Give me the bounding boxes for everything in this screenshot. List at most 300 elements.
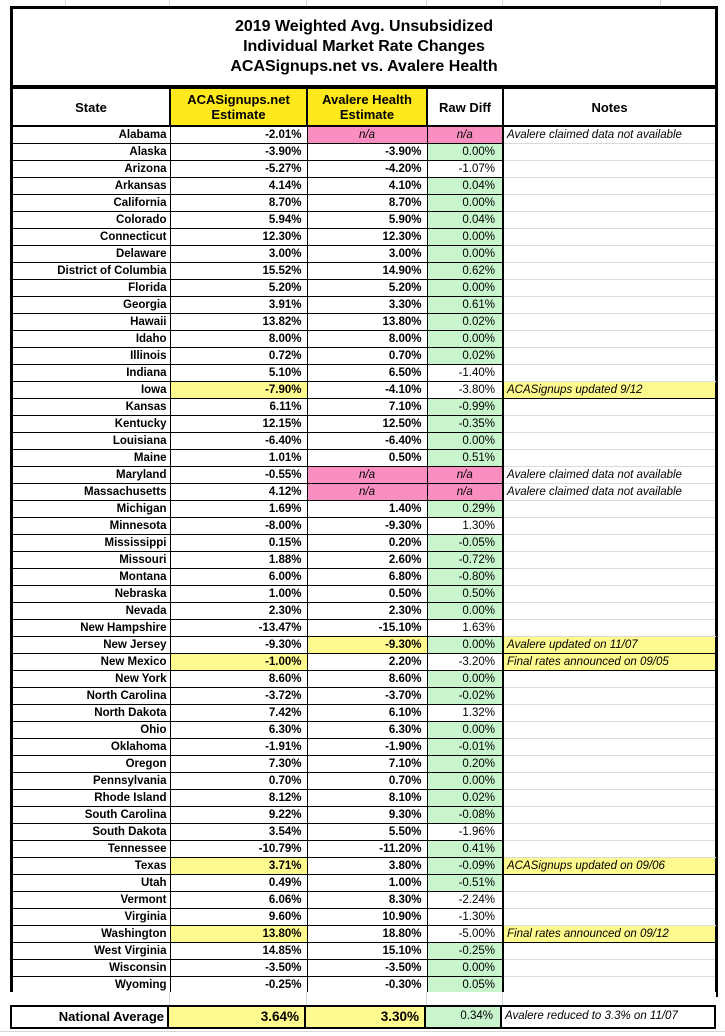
raw-diff-cell[interactable]: 0.00% <box>427 246 503 263</box>
note-cell[interactable]: Avalere updated on 11/07 <box>503 637 715 654</box>
avalere-estimate-cell[interactable]: 1.40% <box>307 501 427 518</box>
table-row <box>13 739 715 756</box>
raw-diff-cell[interactable]: 0.02% <box>427 348 503 365</box>
note-cell[interactable] <box>503 552 715 569</box>
gridline <box>426 992 427 1005</box>
state-cell[interactable]: Idaho <box>13 331 170 348</box>
raw-diff-cell[interactable]: -5.00% <box>427 926 503 943</box>
state-cell[interactable]: Missouri <box>13 552 170 569</box>
raw-diff-cell[interactable]: -0.35% <box>427 416 503 433</box>
acasignups-estimate-cell[interactable]: 5.20% <box>170 280 307 297</box>
avalere-estimate-cell[interactable]: 3.30% <box>307 297 427 314</box>
avalere-estimate-cell[interactable]: 14.90% <box>307 263 427 280</box>
acasignups-estimate-cell[interactable]: -9.30% <box>170 637 307 654</box>
national-average-raw-diff[interactable]: 0.34% <box>426 1007 502 1027</box>
state-cell[interactable]: Hawaii <box>13 314 170 331</box>
table-row <box>13 875 715 892</box>
note-cell[interactable] <box>503 790 715 807</box>
raw-diff-cell[interactable]: 0.04% <box>427 178 503 195</box>
note-cell[interactable] <box>503 246 715 263</box>
raw-diff-cell[interactable]: 0.00% <box>427 280 503 297</box>
state-cell[interactable]: Tennessee <box>13 841 170 858</box>
table-row <box>13 977 715 994</box>
acasignups-estimate-cell[interactable]: 0.49% <box>170 875 307 892</box>
acasignups-estimate-cell[interactable]: -6.40% <box>170 433 307 450</box>
national-average-note[interactable]: Avalere reduced to 3.3% on 11/07 <box>505 1010 678 1022</box>
state-cell[interactable]: Arkansas <box>13 178 170 195</box>
acasignups-estimate-cell[interactable]: 6.06% <box>170 892 307 909</box>
raw-diff-cell[interactable]: 0.41% <box>427 841 503 858</box>
note-cell[interactable] <box>503 331 715 348</box>
raw-diff-cell[interactable]: 1.63% <box>427 620 503 637</box>
state-cell[interactable]: Minnesota <box>13 518 170 535</box>
state-cell[interactable]: Ohio <box>13 722 170 739</box>
avalere-estimate-cell[interactable]: 5.20% <box>307 280 427 297</box>
national-average-label[interactable]: National Average <box>12 1007 169 1027</box>
table-row <box>13 263 715 280</box>
note-cell[interactable]: Avalere claimed data not available <box>503 484 715 501</box>
note-cell[interactable] <box>503 535 715 552</box>
raw-diff-cell[interactable]: 1.30% <box>427 518 503 535</box>
acasignups-estimate-cell[interactable]: 3.71% <box>170 858 307 875</box>
acasignups-estimate-cell[interactable]: 5.10% <box>170 365 307 382</box>
avalere-estimate-cell[interactable]: -4.10% <box>307 382 427 399</box>
acasignups-estimate-cell[interactable]: 0.72% <box>170 348 307 365</box>
state-cell[interactable]: Wyoming <box>13 977 170 994</box>
rates-table <box>13 87 716 994</box>
raw-diff-cell[interactable]: 0.00% <box>427 603 503 620</box>
table-row <box>13 501 715 518</box>
acasignups-estimate-cell[interactable]: 7.30% <box>170 756 307 773</box>
raw-diff-cell[interactable]: -0.08% <box>427 807 503 824</box>
note-cell[interactable] <box>503 144 715 161</box>
raw-diff-cell[interactable]: 0.00% <box>427 195 503 212</box>
note-cell[interactable] <box>503 416 715 433</box>
note-cell[interactable] <box>503 620 715 637</box>
note-cell[interactable]: ACASignups updated on 09/06 <box>503 858 715 875</box>
acasignups-estimate-cell[interactable]: 14.85% <box>170 943 307 960</box>
avalere-estimate-cell[interactable]: -9.30% <box>307 518 427 535</box>
note-cell[interactable] <box>503 586 715 603</box>
state-cell[interactable]: Oregon <box>13 756 170 773</box>
table-row <box>13 280 715 297</box>
avalere-estimate-cell[interactable]: 3.00% <box>307 246 427 263</box>
raw-diff-cell[interactable]: 0.00% <box>427 229 503 246</box>
raw-diff-cell[interactable]: n/a <box>427 126 503 144</box>
avalere-estimate-cell[interactable]: 0.70% <box>307 348 427 365</box>
note-cell[interactable]: Final rates announced on 09/12 <box>503 926 715 943</box>
acasignups-estimate-cell[interactable]: 8.12% <box>170 790 307 807</box>
avalere-estimate-cell[interactable]: 7.10% <box>307 756 427 773</box>
acasignups-estimate-cell[interactable]: 8.60% <box>170 671 307 688</box>
avalere-estimate-cell[interactable]: 12.50% <box>307 416 427 433</box>
raw-diff-cell[interactable]: 0.00% <box>427 960 503 977</box>
avalere-estimate-cell[interactable]: 8.70% <box>307 195 427 212</box>
note-cell[interactable] <box>503 705 715 722</box>
table-row <box>13 960 715 977</box>
avalere-estimate-cell[interactable]: 6.10% <box>307 705 427 722</box>
table-row <box>13 807 715 824</box>
raw-diff-cell[interactable]: -0.99% <box>427 399 503 416</box>
acasignups-estimate-cell[interactable]: 7.42% <box>170 705 307 722</box>
note-cell[interactable] <box>503 909 715 926</box>
raw-diff-cell[interactable]: 0.51% <box>427 450 503 467</box>
raw-diff-cell[interactable]: -3.20% <box>427 654 503 671</box>
avalere-estimate-cell[interactable]: n/a <box>307 467 427 484</box>
table-row <box>13 637 715 654</box>
table-row <box>13 841 715 858</box>
note-cell[interactable] <box>503 569 715 586</box>
note-cell[interactable] <box>503 178 715 195</box>
avalere-estimate-cell[interactable]: -1.90% <box>307 739 427 756</box>
raw-diff-cell[interactable]: 0.00% <box>427 773 503 790</box>
raw-diff-cell[interactable]: 0.00% <box>427 722 503 739</box>
note-cell[interactable]: ACASignups updated 9/12 <box>503 382 715 399</box>
column-header-raw-diff[interactable]: Raw Diff <box>427 88 503 126</box>
acasignups-estimate-cell[interactable]: 12.15% <box>170 416 307 433</box>
raw-diff-cell[interactable]: -1.96% <box>427 824 503 841</box>
state-cell[interactable]: Kansas <box>13 399 170 416</box>
raw-diff-cell[interactable]: 0.04% <box>427 212 503 229</box>
raw-diff-cell[interactable]: 0.00% <box>427 637 503 654</box>
note-cell[interactable] <box>503 943 715 960</box>
avalere-estimate-cell[interactable]: 6.50% <box>307 365 427 382</box>
raw-diff-cell[interactable]: -0.72% <box>427 552 503 569</box>
note-cell[interactable] <box>503 518 715 535</box>
acasignups-estimate-cell[interactable]: 15.52% <box>170 263 307 280</box>
raw-diff-cell[interactable]: -0.02% <box>427 688 503 705</box>
raw-diff-cell[interactable]: -1.30% <box>427 909 503 926</box>
note-cell[interactable] <box>503 433 715 450</box>
note-cell[interactable] <box>503 722 715 739</box>
raw-diff-cell[interactable]: 0.50% <box>427 586 503 603</box>
table-row <box>13 824 715 841</box>
avalere-estimate-cell[interactable]: -3.90% <box>307 144 427 161</box>
avalere-estimate-cell[interactable]: 5.50% <box>307 824 427 841</box>
state-cell[interactable]: Wisconsin <box>13 960 170 977</box>
note-cell[interactable] <box>503 297 715 314</box>
raw-diff-cell[interactable]: 0.62% <box>427 263 503 280</box>
gridline <box>0 1031 725 1032</box>
raw-diff-cell[interactable]: -1.07% <box>427 161 503 178</box>
avalere-estimate-cell[interactable]: 3.80% <box>307 858 427 875</box>
state-cell[interactable]: Indiana <box>13 365 170 382</box>
state-cell[interactable]: District of Columbia <box>13 263 170 280</box>
table-header <box>13 88 715 126</box>
note-cell[interactable] <box>503 841 715 858</box>
national-average-avalere-estimate[interactable]: 3.30% <box>306 1007 426 1027</box>
acasignups-estimate-cell[interactable]: -7.90% <box>170 382 307 399</box>
acasignups-estimate-cell[interactable]: 6.11% <box>170 399 307 416</box>
note-cell[interactable] <box>503 892 715 909</box>
acasignups-estimate-cell[interactable]: 4.14% <box>170 178 307 195</box>
note-cell[interactable]: Final rates announced on 09/05 <box>503 654 715 671</box>
state-cell[interactable]: Vermont <box>13 892 170 909</box>
state-cell[interactable]: New York <box>13 671 170 688</box>
avalere-estimate-cell[interactable]: -15.10% <box>307 620 427 637</box>
table-row <box>13 144 715 161</box>
note-cell[interactable] <box>503 501 715 518</box>
acasignups-estimate-cell[interactable]: 1.01% <box>170 450 307 467</box>
column-header-avalere-estimate[interactable]: Avalere Health Estimate <box>307 88 427 126</box>
table-row <box>13 790 715 807</box>
acasignups-estimate-cell[interactable]: 13.80% <box>170 926 307 943</box>
acasignups-estimate-cell[interactable]: 12.30% <box>170 229 307 246</box>
state-cell[interactable]: Delaware <box>13 246 170 263</box>
note-cell[interactable] <box>503 756 715 773</box>
note-cell[interactable] <box>503 161 715 178</box>
avalere-estimate-cell[interactable]: 12.30% <box>307 229 427 246</box>
state-cell[interactable]: North Dakota <box>13 705 170 722</box>
raw-diff-cell[interactable]: n/a <box>427 467 503 484</box>
table-row <box>13 161 715 178</box>
acasignups-estimate-cell[interactable]: 1.88% <box>170 552 307 569</box>
gridline <box>502 992 503 1005</box>
raw-diff-cell[interactable]: 0.00% <box>427 144 503 161</box>
state-cell[interactable]: Illinois <box>13 348 170 365</box>
state-cell[interactable]: Connecticut <box>13 229 170 246</box>
avalere-estimate-cell[interactable]: -11.20% <box>307 841 427 858</box>
acasignups-estimate-cell[interactable]: 1.69% <box>170 501 307 518</box>
raw-diff-cell[interactable]: -0.51% <box>427 875 503 892</box>
note-cell[interactable] <box>503 875 715 892</box>
state-cell[interactable]: Rhode Island <box>13 790 170 807</box>
raw-diff-cell[interactable]: 0.29% <box>427 501 503 518</box>
acasignups-estimate-cell[interactable]: -13.47% <box>170 620 307 637</box>
avalere-estimate-cell[interactable]: 9.30% <box>307 807 427 824</box>
state-cell[interactable]: Nebraska <box>13 586 170 603</box>
raw-diff-cell[interactable]: 0.20% <box>427 756 503 773</box>
avalere-estimate-cell[interactable]: 7.10% <box>307 399 427 416</box>
gridline <box>306 992 307 1005</box>
note-cell[interactable] <box>503 314 715 331</box>
column-header-notes[interactable]: Notes <box>503 88 715 126</box>
raw-diff-cell[interactable]: 0.00% <box>427 331 503 348</box>
state-cell[interactable]: Utah <box>13 875 170 892</box>
acasignups-estimate-cell[interactable]: 9.22% <box>170 807 307 824</box>
acasignups-estimate-cell[interactable]: 0.70% <box>170 773 307 790</box>
state-cell[interactable]: Michigan <box>13 501 170 518</box>
note-cell[interactable] <box>503 824 715 841</box>
table-row <box>13 450 715 467</box>
acasignups-estimate-cell[interactable]: 6.30% <box>170 722 307 739</box>
avalere-estimate-cell[interactable]: 13.80% <box>307 314 427 331</box>
avalere-estimate-cell[interactable]: -3.50% <box>307 960 427 977</box>
raw-diff-cell[interactable]: -3.80% <box>427 382 503 399</box>
state-cell[interactable]: West Virginia <box>13 943 170 960</box>
avalere-estimate-cell[interactable]: -0.30% <box>307 977 427 994</box>
avalere-estimate-cell[interactable]: -3.70% <box>307 688 427 705</box>
raw-diff-cell[interactable]: 0.02% <box>427 790 503 807</box>
note-cell[interactable] <box>503 739 715 756</box>
table-row <box>13 348 715 365</box>
avalere-estimate-cell[interactable]: 2.20% <box>307 654 427 671</box>
acasignups-estimate-cell[interactable]: -1.91% <box>170 739 307 756</box>
table-row <box>13 926 715 943</box>
acasignups-estimate-cell[interactable]: 2.30% <box>170 603 307 620</box>
note-cell[interactable] <box>503 212 715 229</box>
avalere-estimate-cell[interactable]: 0.50% <box>307 586 427 603</box>
note-cell[interactable] <box>503 229 715 246</box>
state-cell[interactable]: California <box>13 195 170 212</box>
acasignups-estimate-cell[interactable]: -1.00% <box>170 654 307 671</box>
avalere-estimate-cell[interactable]: -6.40% <box>307 433 427 450</box>
state-cell[interactable]: North Carolina <box>13 688 170 705</box>
note-cell[interactable] <box>503 671 715 688</box>
avalere-estimate-cell[interactable]: 15.10% <box>307 943 427 960</box>
acasignups-estimate-cell[interactable]: -5.27% <box>170 161 307 178</box>
state-cell[interactable]: Florida <box>13 280 170 297</box>
note-cell[interactable] <box>503 399 715 416</box>
avalere-estimate-cell[interactable]: n/a <box>307 126 427 144</box>
acasignups-estimate-cell[interactable]: 0.15% <box>170 535 307 552</box>
raw-diff-cell[interactable]: -0.25% <box>427 943 503 960</box>
state-cell[interactable]: Massachusetts <box>13 484 170 501</box>
raw-diff-cell[interactable]: 0.61% <box>427 297 503 314</box>
table-row <box>13 535 715 552</box>
note-cell[interactable] <box>503 365 715 382</box>
avalere-estimate-cell[interactable]: 0.50% <box>307 450 427 467</box>
raw-diff-cell[interactable]: -2.24% <box>427 892 503 909</box>
raw-diff-cell[interactable]: -0.09% <box>427 858 503 875</box>
raw-diff-cell[interactable]: -0.05% <box>427 535 503 552</box>
note-cell[interactable] <box>503 603 715 620</box>
avalere-estimate-cell[interactable]: 2.60% <box>307 552 427 569</box>
acasignups-estimate-cell[interactable]: -0.25% <box>170 977 307 994</box>
state-cell[interactable]: Mississippi <box>13 535 170 552</box>
avalere-estimate-cell[interactable]: 0.20% <box>307 535 427 552</box>
acasignups-estimate-cell[interactable]: 8.70% <box>170 195 307 212</box>
acasignups-estimate-cell[interactable]: 9.60% <box>170 909 307 926</box>
acasignups-estimate-cell[interactable]: -10.79% <box>170 841 307 858</box>
note-cell[interactable] <box>503 773 715 790</box>
acasignups-estimate-cell[interactable]: 3.54% <box>170 824 307 841</box>
raw-diff-cell[interactable]: -1.40% <box>427 365 503 382</box>
avalere-estimate-cell[interactable]: 1.00% <box>307 875 427 892</box>
state-cell[interactable]: Texas <box>13 858 170 875</box>
table-row <box>13 178 715 195</box>
raw-diff-cell[interactable]: n/a <box>427 484 503 501</box>
avalere-estimate-cell[interactable]: -9.30% <box>307 637 427 654</box>
acasignups-estimate-cell[interactable]: 3.00% <box>170 246 307 263</box>
acasignups-estimate-cell[interactable]: 1.00% <box>170 586 307 603</box>
avalere-estimate-cell[interactable]: 0.70% <box>307 773 427 790</box>
raw-diff-cell[interactable]: 0.02% <box>427 314 503 331</box>
state-cell[interactable]: South Carolina <box>13 807 170 824</box>
avalere-estimate-cell[interactable]: n/a <box>307 484 427 501</box>
note-cell[interactable] <box>503 450 715 467</box>
avalere-estimate-cell[interactable]: 2.30% <box>307 603 427 620</box>
table-row <box>13 331 715 348</box>
note-cell[interactable] <box>503 688 715 705</box>
state-cell[interactable]: New Jersey <box>13 637 170 654</box>
state-cell[interactable]: Iowa <box>13 382 170 399</box>
raw-diff-cell[interactable]: 1.32% <box>427 705 503 722</box>
acasignups-estimate-cell[interactable]: 4.12% <box>170 484 307 501</box>
state-cell[interactable]: Oklahoma <box>13 739 170 756</box>
state-cell[interactable]: Louisiana <box>13 433 170 450</box>
table-row <box>13 433 715 450</box>
table-row <box>13 467 715 484</box>
avalere-estimate-cell[interactable]: -4.20% <box>307 161 427 178</box>
acasignups-estimate-cell[interactable]: -3.90% <box>170 144 307 161</box>
state-cell[interactable]: Nevada <box>13 603 170 620</box>
state-cell[interactable]: Alabama <box>13 126 170 144</box>
avalere-estimate-cell[interactable]: 8.60% <box>307 671 427 688</box>
state-cell[interactable]: New Hampshire <box>13 620 170 637</box>
avalere-estimate-cell[interactable]: 18.80% <box>307 926 427 943</box>
state-cell[interactable]: New Mexico <box>13 654 170 671</box>
state-cell[interactable]: Georgia <box>13 297 170 314</box>
acasignups-estimate-cell[interactable]: -0.55% <box>170 467 307 484</box>
table-row <box>13 654 715 671</box>
table-row <box>13 126 715 144</box>
note-cell[interactable] <box>503 977 715 994</box>
avalere-estimate-cell[interactable]: 6.30% <box>307 722 427 739</box>
avalere-estimate-cell[interactable]: 4.10% <box>307 178 427 195</box>
acasignups-estimate-cell[interactable]: -2.01% <box>170 126 307 144</box>
acasignups-estimate-cell[interactable]: -3.72% <box>170 688 307 705</box>
state-cell[interactable]: Alaska <box>13 144 170 161</box>
state-cell[interactable]: Maryland <box>13 467 170 484</box>
table-row <box>13 943 715 960</box>
state-cell[interactable]: Virginia <box>13 909 170 926</box>
note-cell[interactable] <box>503 960 715 977</box>
state-cell[interactable]: Maine <box>13 450 170 467</box>
raw-diff-cell[interactable]: -0.80% <box>427 569 503 586</box>
note-cell[interactable] <box>503 195 715 212</box>
state-cell[interactable]: Arizona <box>13 161 170 178</box>
state-cell[interactable]: Kentucky <box>13 416 170 433</box>
acasignups-estimate-cell[interactable]: 8.00% <box>170 331 307 348</box>
acasignups-estimate-cell[interactable]: -3.50% <box>170 960 307 977</box>
state-cell[interactable]: Colorado <box>13 212 170 229</box>
table-row <box>13 586 715 603</box>
avalere-estimate-cell[interactable]: 8.00% <box>307 331 427 348</box>
table-row <box>13 603 715 620</box>
raw-diff-cell[interactable]: 0.00% <box>427 433 503 450</box>
acasignups-estimate-cell[interactable]: 13.82% <box>170 314 307 331</box>
raw-diff-cell[interactable]: 0.05% <box>427 977 503 994</box>
avalere-estimate-cell[interactable]: 8.10% <box>307 790 427 807</box>
national-average-aca-estimate[interactable]: 3.64% <box>169 1007 306 1027</box>
note-cell[interactable]: Avalere claimed data not available <box>503 126 715 144</box>
avalere-estimate-cell[interactable]: 8.30% <box>307 892 427 909</box>
avalere-estimate-cell[interactable]: 5.90% <box>307 212 427 229</box>
avalere-estimate-cell[interactable]: 10.90% <box>307 909 427 926</box>
table-body <box>13 126 715 994</box>
state-cell[interactable]: Washington <box>13 926 170 943</box>
acasignups-estimate-cell[interactable]: 5.94% <box>170 212 307 229</box>
column-header-acasignups-estimate[interactable]: ACASignups.net Estimate <box>170 88 307 126</box>
state-cell[interactable]: Montana <box>13 569 170 586</box>
column-header-state[interactable]: State <box>13 88 170 126</box>
raw-diff-cell[interactable]: -0.01% <box>427 739 503 756</box>
avalere-estimate-cell[interactable]: 6.80% <box>307 569 427 586</box>
raw-diff-cell[interactable]: 0.00% <box>427 671 503 688</box>
state-cell[interactable]: Pennsylvania <box>13 773 170 790</box>
acasignups-estimate-cell[interactable]: 6.00% <box>170 569 307 586</box>
gridline <box>169 992 170 1005</box>
note-cell[interactable] <box>503 348 715 365</box>
acasignups-estimate-cell[interactable]: 3.91% <box>170 297 307 314</box>
note-cell[interactable]: Avalere claimed data not available <box>503 467 715 484</box>
acasignups-estimate-cell[interactable]: -8.00% <box>170 518 307 535</box>
note-cell[interactable] <box>503 807 715 824</box>
note-cell[interactable] <box>503 280 715 297</box>
state-cell[interactable]: South Dakota <box>13 824 170 841</box>
note-cell[interactable] <box>503 263 715 280</box>
